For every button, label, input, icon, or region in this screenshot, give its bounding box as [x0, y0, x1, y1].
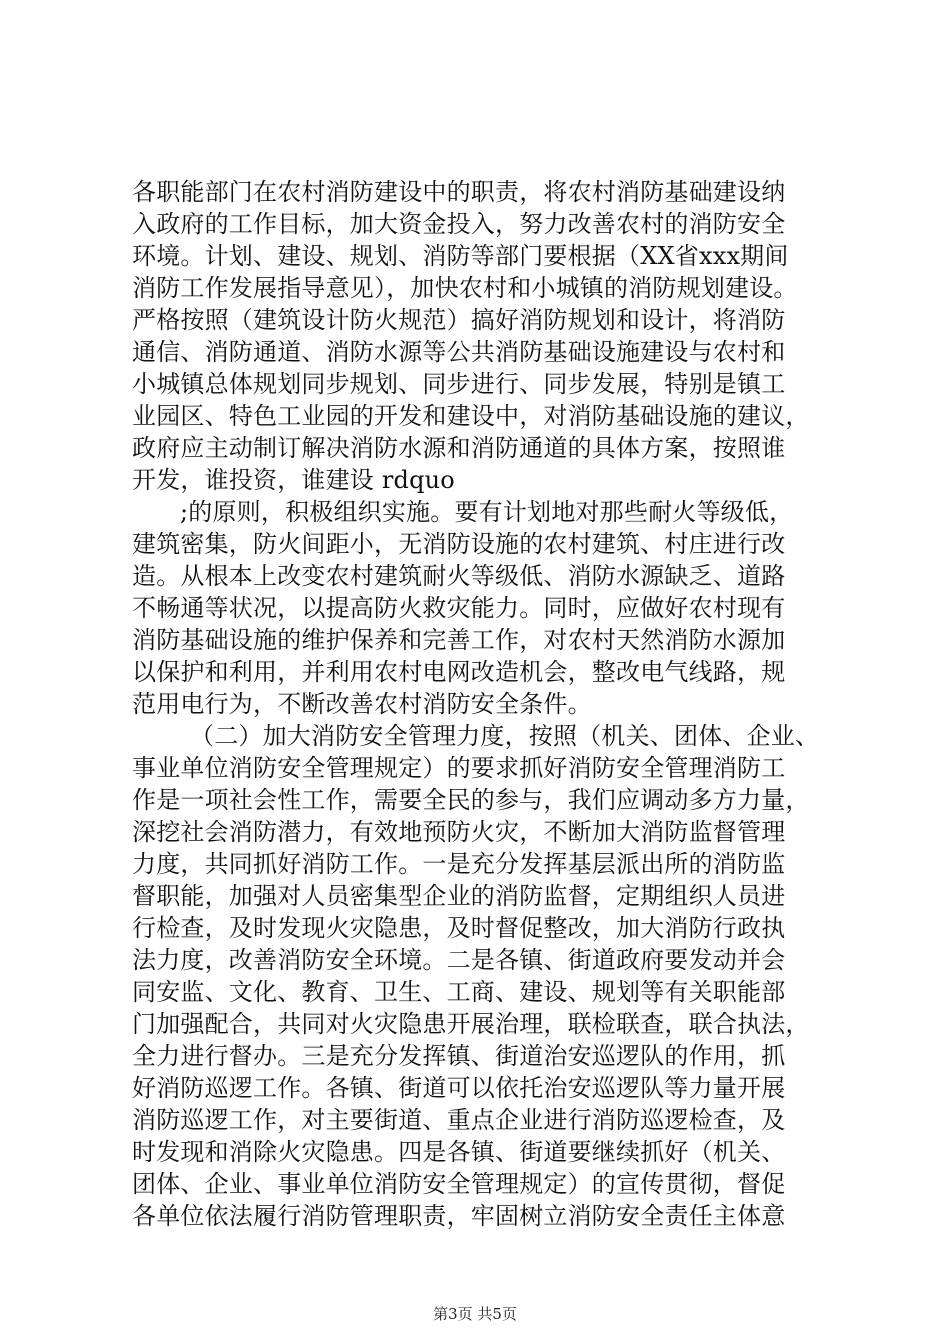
text-line: 通信、消防通道、消防水源等公共消防基础设施建设与农村和: [132, 338, 786, 366]
page-number-footer: 第3页 共5页: [433, 1305, 517, 1323]
text-line: 消防巡逻工作，对主要街道、重点企业进行消防巡逻检查，及: [132, 1106, 786, 1134]
text-line: 各职能部门在农村消防建设中的职责，将农村消防基础建设纳: [132, 178, 786, 206]
text-line: 时发现和消除火灾隐患。四是各镇、街道要继续抓好（机关、: [132, 1138, 786, 1166]
text-line: 不畅通等状况，以提高防火救灾能力。同时，应做好农村现有: [132, 594, 786, 622]
text-line: 以保护和利用，并利用农村电网改造机会，整改电气线路，规: [132, 658, 786, 686]
text-line: 小城镇总体规划同步规划、同步进行、同步发展，特别是镇工: [132, 370, 786, 398]
section-heading-line: （二）加大消防安全管理力度，按照（机关、团体、企业、: [190, 722, 820, 750]
document-body: [132, 176, 832, 1232]
text-line: 力度，共同抓好消防工作。一是充分发挥基层派出所的消防监: [132, 850, 786, 878]
text-line: 各单位依法履行消防管理职责，牢固树立消防安全责任主体意: [132, 1202, 786, 1230]
text-line: 消防工作发展指导意见），加快农村和小城镇的消防规划建设。: [132, 274, 798, 302]
text-line: ;的原则，积极组织实施。要有计划地对那些耐火等级低，: [180, 498, 794, 526]
text-line: 范用电行为，不断改善农村消防安全条件。: [132, 690, 592, 718]
text-line: 团体、企业、事业单位消防安全管理规定）的宣传贯彻，督促: [132, 1170, 786, 1198]
text-line: 作是一项社会性工作，需要全民的参与，我们应调动多方力量，: [132, 786, 810, 814]
text-line: 造。从根本上改变农村建筑耐火等级低、消防水源缺乏、道路: [132, 562, 786, 590]
text-line: 好消防巡逻工作。各镇、街道可以依托治安巡逻队等力量开展: [132, 1074, 786, 1102]
text-line: 同安监、文化、教育、卫生、工商、建设、规划等有关职能部: [132, 978, 786, 1006]
text-line: 行检查，及时发现火灾隐患，及时督促整改，加大消防行政执: [132, 914, 786, 942]
text-line: 消防基础设施的维护保养和完善工作，对农村天然消防水源加: [132, 626, 786, 654]
text-line: 入政府的工作目标，加大资金投入，努力改善农村的消防安全: [132, 210, 786, 238]
text-line: 严格按照（建筑设计防火规范）搞好消防规划和设计，将消防: [132, 306, 786, 334]
text-line: 全力进行督办。三是充分发挥镇、街道治安巡逻队的作用，抓: [132, 1042, 786, 1070]
text-line: 督职能，加强对人员密集型企业的消防监督，定期组织人员进: [132, 882, 786, 910]
text-line: 深挖社会消防潜力，有效地预防火灾，不断加大消防监督管理: [132, 818, 786, 846]
text-line: 门加强配合，共同对火灾隐患开展治理，联检联查，联合执法，: [132, 1010, 810, 1038]
text-line: 建筑密集，防火间距小，无消防设施的农村建筑、村庄进行改: [132, 530, 786, 558]
text-line: 环境。计划、建设、规划、消防等部门要根据（XX省xxx期间: [132, 242, 789, 270]
text-line: 法力度，改善消防安全环境。二是各镇、街道政府要发动并会: [132, 946, 786, 974]
text-line: 政府应主动制订解决消防水源和消防通道的具体方案，按照谁: [132, 434, 786, 462]
text-line: 事业单位消防安全管理规定）的要求抓好消防安全管理消防工: [132, 754, 786, 782]
text-line: 业园区、特色工业园的开发和建设中，对消防基础设施的建议，: [132, 402, 810, 430]
text-line: 开发，谁投资，谁建设 rdquo: [132, 466, 455, 494]
